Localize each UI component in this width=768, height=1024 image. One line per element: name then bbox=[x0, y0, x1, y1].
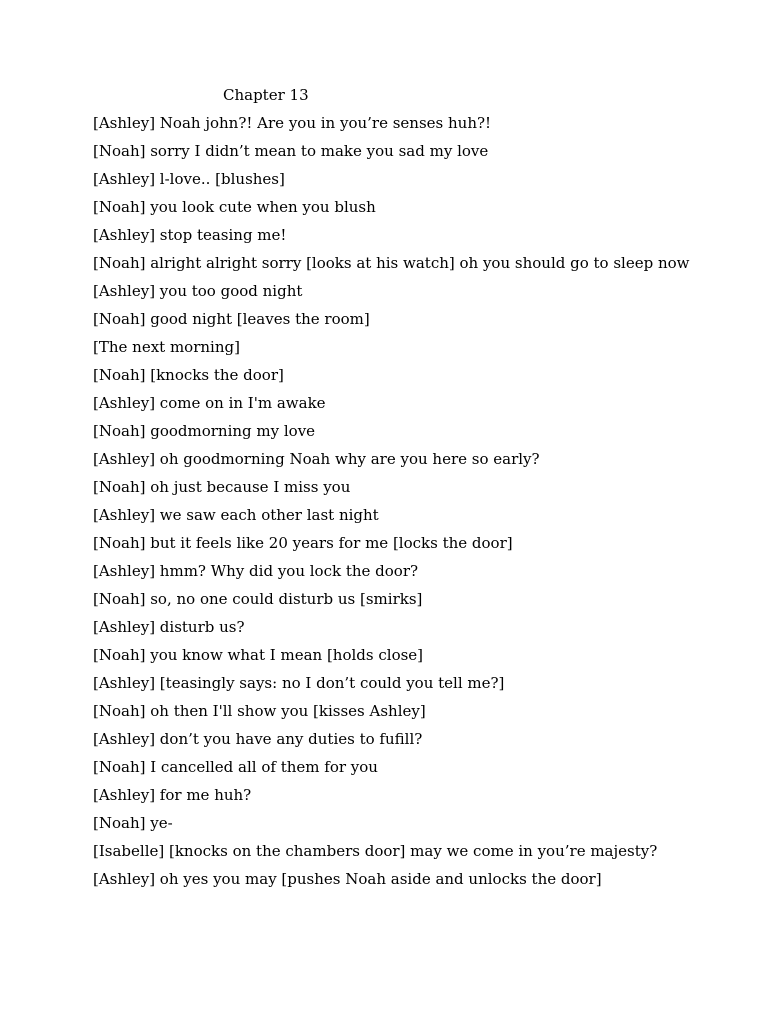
dialogue-line: [Ashley] stop teasing me! bbox=[93, 226, 287, 244]
dialogue-line: [Ashley] don’t you have any duties to fufill? bbox=[93, 730, 423, 748]
dialogue-line: [The next morning] bbox=[93, 338, 240, 356]
dialogue-line: [Ashley] for me huh? bbox=[93, 786, 252, 804]
dialogue-line: [Ashley] Noah john?! Are you in you’re senses huh?! bbox=[93, 114, 492, 132]
dialogue-line: [Noah] oh then I'll show you [kisses Ashley] bbox=[93, 702, 426, 720]
dialogue-line: [Noah] ye- bbox=[93, 814, 173, 832]
dialogue-line: [Ashley] disturb us? bbox=[93, 618, 245, 636]
dialogue-line: [Noah] sorry I didn’t mean to make you sad my love bbox=[93, 142, 489, 160]
dialogue-line: [Ashley] oh yes you may [pushes Noah aside and unlocks the door] bbox=[93, 870, 602, 888]
dialogue-line: [Noah] but it feels like 20 years for me [locks the door] bbox=[93, 534, 513, 552]
dialogue-line: [Ashley] oh goodmorning Noah why are you here so early? bbox=[93, 450, 540, 468]
dialogue-line: [Noah] alright alright sorry [looks at his watch] oh you should go to sleep now bbox=[93, 254, 690, 272]
dialogue-line: [Ashley] hmm? Why did you lock the door? bbox=[93, 562, 419, 580]
dialogue-body bbox=[93, 114, 693, 898]
dialogue-line: [Noah] good night [leaves the room] bbox=[93, 310, 370, 328]
dialogue-line: [Noah] so, no one could disturb us [smirks] bbox=[93, 590, 423, 608]
dialogue-line: [Noah] [knocks the door] bbox=[93, 366, 284, 384]
dialogue-line: [Noah] you look cute when you blush bbox=[93, 198, 376, 216]
dialogue-line: [Ashley] you too good night bbox=[93, 282, 303, 300]
dialogue-line: [Isabelle] [knocks on the chambers door] may we come in you’re majesty? bbox=[93, 842, 658, 860]
dialogue-line: [Ashley] l-love.. [blushes] bbox=[93, 170, 285, 188]
dialogue-line: [Ashley] come on in I'm awake bbox=[93, 394, 326, 412]
dialogue-line: [Noah] oh just because I miss you bbox=[93, 478, 351, 496]
dialogue-line: [Noah] goodmorning my love bbox=[93, 422, 316, 440]
dialogue-line: [Ashley] we saw each other last night bbox=[93, 506, 379, 524]
dialogue-line: [Noah] you know what I mean [holds close] bbox=[93, 646, 424, 664]
dialogue-line: [Noah] I cancelled all of them for you bbox=[93, 758, 378, 776]
dialogue-line: [Ashley] [teasingly says: no I don’t could you tell me?] bbox=[93, 674, 505, 692]
chapter-title: Chapter 13 bbox=[223, 86, 309, 104]
